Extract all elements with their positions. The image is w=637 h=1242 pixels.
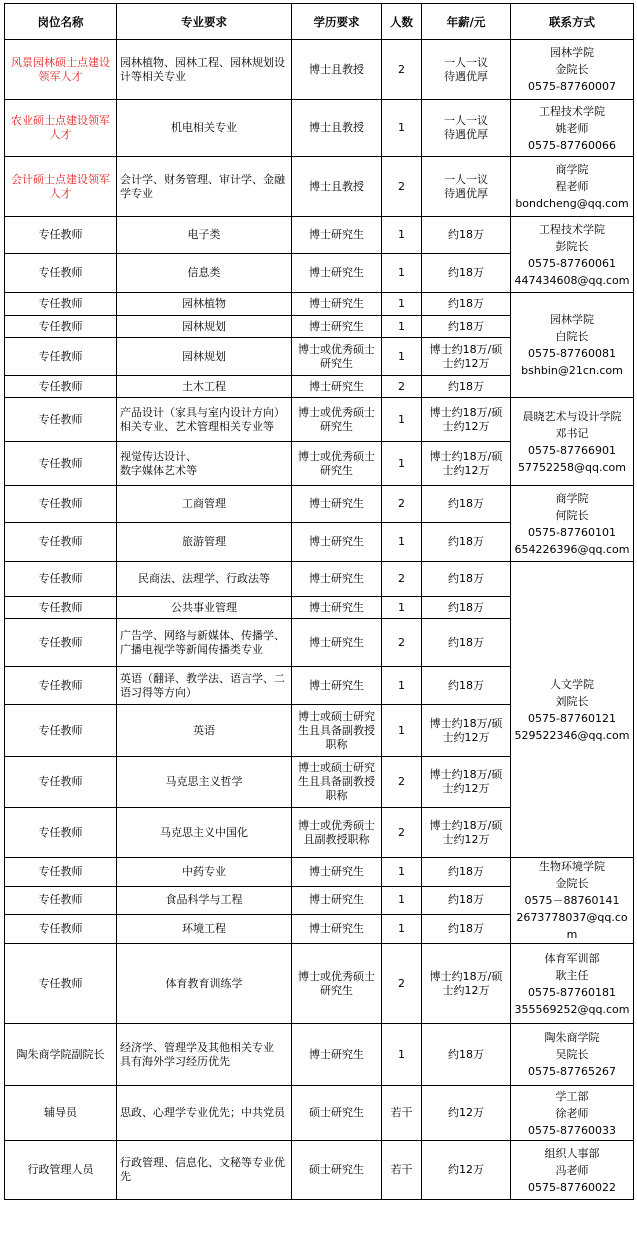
degree-cell: 博士研究生 bbox=[292, 217, 382, 254]
salary-cell: 一人一议 待遇优厚 bbox=[422, 157, 511, 217]
degree-cell: 硕士研究生 bbox=[292, 1141, 382, 1200]
count-cell: 2 bbox=[382, 944, 422, 1024]
contact-unit: 体育军训部 bbox=[544, 951, 600, 965]
count-cell: 1 bbox=[382, 523, 422, 562]
position-cell: 专任教师 bbox=[5, 808, 117, 858]
count-cell: 1 bbox=[382, 705, 422, 757]
major-cell: 食品科学与工程 bbox=[117, 886, 292, 915]
contact-unit: 陶朱商学院 bbox=[544, 1031, 600, 1044]
degree-cell: 博士研究生 bbox=[292, 486, 382, 523]
degree-cell: 博士或优秀硕士研究生 bbox=[292, 442, 382, 486]
header-degree: 学历要求 bbox=[292, 4, 382, 40]
contact-email: 529522346@qq.com bbox=[514, 728, 630, 742]
salary-cell: 约12万 bbox=[422, 1086, 511, 1141]
contact-unit: 商学院 bbox=[555, 491, 589, 505]
salary-cell: 约12万 bbox=[422, 1141, 511, 1200]
table-row bbox=[5, 1141, 634, 1200]
contact-cell bbox=[511, 944, 634, 1024]
contact-unit: 工程技术学院 bbox=[539, 222, 605, 236]
count-cell: 若干 bbox=[382, 1141, 422, 1200]
major-cell: 马克思主义中国化 bbox=[117, 808, 292, 858]
degree-cell: 博士或优秀硕士研究生 bbox=[292, 338, 382, 376]
header-count: 人数 bbox=[382, 4, 422, 40]
position-cell: 专任教师 bbox=[5, 705, 117, 757]
table-row bbox=[5, 486, 634, 523]
major-cell: 会计学、财务管理、审计学、金融学专业 bbox=[117, 157, 292, 217]
position-cell: 专任教师 bbox=[5, 254, 117, 293]
table-row bbox=[5, 1086, 634, 1141]
contact-unit: 组织人事部 bbox=[544, 1146, 600, 1160]
degree-cell: 博士且教授 bbox=[292, 100, 382, 157]
contact-unit: 商学院 bbox=[555, 163, 589, 176]
count-cell: 1 bbox=[382, 1024, 422, 1086]
contact-cell bbox=[511, 1024, 634, 1086]
count-cell: 2 bbox=[382, 486, 422, 523]
contact-person: 吴院长 bbox=[555, 1048, 589, 1061]
contact-phone: 0575-87760033 bbox=[528, 1123, 616, 1137]
header-contact: 联系方式 bbox=[511, 4, 634, 40]
degree-cell: 博士研究生 bbox=[292, 886, 382, 915]
salary-cell: 约18万 bbox=[422, 858, 511, 887]
contact-cell bbox=[511, 100, 634, 157]
salary-cell: 约18万 bbox=[422, 254, 511, 293]
degree-cell: 博士或优秀硕士且副教授职称 bbox=[292, 808, 382, 858]
position-cell: 专任教师 bbox=[5, 523, 117, 562]
contact-unit: 晨晓艺术与设计学院 bbox=[522, 409, 622, 423]
header-position: 岗位名称 bbox=[5, 4, 117, 40]
salary-cell: 博士约18万/硕士约12万 bbox=[422, 808, 511, 858]
position-cell: 会计硕士点建设领军人才 bbox=[5, 157, 117, 217]
contact-person: 金院长 bbox=[555, 63, 589, 76]
position-cell: 专任教师 bbox=[5, 398, 117, 442]
contact-email: bondcheng@qq.com bbox=[515, 197, 629, 210]
contact-person: 冯老师 bbox=[555, 1163, 589, 1177]
contact-person: 姚老师 bbox=[555, 121, 589, 135]
degree-cell: 博士研究生 bbox=[292, 619, 382, 667]
contact-unit: 工程技术学院 bbox=[539, 104, 605, 118]
count-cell: 2 bbox=[382, 157, 422, 217]
degree-cell: 博士研究生 bbox=[292, 254, 382, 293]
table-row bbox=[5, 398, 634, 442]
position-cell: 专任教师 bbox=[5, 293, 117, 316]
contact-cell bbox=[511, 157, 634, 217]
count-cell: 1 bbox=[382, 338, 422, 376]
contact-email: 447434608@qq.com bbox=[514, 273, 630, 287]
contact-cell bbox=[511, 562, 634, 858]
degree-cell: 博士研究生 bbox=[292, 316, 382, 338]
contact-email: 2673778037@qq.com bbox=[516, 911, 628, 941]
degree-cell: 博士研究生 bbox=[292, 667, 382, 705]
major-cell: 行政管理、信息化、文秘等专业优先 bbox=[117, 1141, 292, 1200]
major-cell: 机电相关专业 bbox=[117, 100, 292, 157]
degree-cell: 博士研究生 bbox=[292, 597, 382, 619]
position-cell: 专任教师 bbox=[5, 886, 117, 915]
major-cell: 英语（翻译、教学法、语言学、二语习得等方向） bbox=[117, 667, 292, 705]
major-cell: 广告学、网络与新媒体、传播学、广播电视学等新闻传播类专业 bbox=[117, 619, 292, 667]
position-cell: 专任教师 bbox=[5, 597, 117, 619]
contact-phone: 0575-87760181 bbox=[528, 985, 616, 999]
contact-cell bbox=[511, 293, 634, 398]
degree-cell: 博士或优秀硕士研究生 bbox=[292, 944, 382, 1024]
count-cell: 1 bbox=[382, 293, 422, 316]
contact-cell bbox=[511, 1086, 634, 1141]
degree-cell: 博士或优秀硕士研究生 bbox=[292, 398, 382, 442]
count-cell: 1 bbox=[382, 316, 422, 338]
position-cell: 专任教师 bbox=[5, 944, 117, 1024]
count-cell: 1 bbox=[382, 100, 422, 157]
count-cell: 1 bbox=[382, 915, 422, 944]
contact-email: 355569252@qq.com bbox=[514, 1002, 630, 1016]
contact-person: 何院长 bbox=[555, 508, 589, 522]
degree-cell: 博士且教授 bbox=[292, 40, 382, 100]
degree-cell: 博士研究生 bbox=[292, 293, 382, 316]
position-cell: 专任教师 bbox=[5, 915, 117, 944]
table-row bbox=[5, 157, 634, 217]
contact-person: 程老师 bbox=[555, 180, 589, 193]
contact-cell bbox=[511, 40, 634, 100]
position-cell: 专任教师 bbox=[5, 376, 117, 398]
contact-person: 白院长 bbox=[555, 330, 589, 343]
contact-person: 彭院长 bbox=[555, 239, 589, 253]
contact-email: 57752258@qq.com bbox=[518, 460, 626, 474]
salary-cell: 博士约18万/硕士约12万 bbox=[422, 338, 511, 376]
table-row bbox=[5, 100, 634, 157]
major-cell: 旅游管理 bbox=[117, 523, 292, 562]
salary-cell: 博士约18万/硕士约12万 bbox=[422, 757, 511, 808]
count-cell: 1 bbox=[382, 442, 422, 486]
contact-cell bbox=[511, 858, 634, 944]
contact-phone: 0575-87760121 bbox=[528, 711, 616, 725]
major-cell: 环境工程 bbox=[117, 915, 292, 944]
count-cell: 2 bbox=[382, 40, 422, 100]
table-row bbox=[5, 217, 634, 254]
count-cell: 1 bbox=[382, 254, 422, 293]
contact-phone: 0575-87765267 bbox=[528, 1065, 616, 1078]
contact-cell bbox=[511, 486, 634, 562]
contact-email: 654226396@qq.com bbox=[514, 542, 630, 556]
position-cell: 专任教师 bbox=[5, 667, 117, 705]
major-cell: 产品设计（家具与室内设计方向）相关专业、艺术管理相关专业等 bbox=[117, 398, 292, 442]
major-cell: 英语 bbox=[117, 705, 292, 757]
degree-cell: 博士研究生 bbox=[292, 562, 382, 597]
contact-phone: 0575-87760081 bbox=[528, 347, 616, 360]
position-cell: 专任教师 bbox=[5, 316, 117, 338]
degree-cell: 博士或硕士研究生且具备副教授职称 bbox=[292, 705, 382, 757]
degree-cell: 博士研究生 bbox=[292, 376, 382, 398]
salary-cell: 约18万 bbox=[422, 1024, 511, 1086]
header-major: 专业要求 bbox=[117, 4, 292, 40]
degree-cell: 博士研究生 bbox=[292, 1024, 382, 1086]
contact-phone: 0575-87766901 bbox=[528, 443, 616, 457]
position-cell: 风景园林硕士点建设领军人才 bbox=[5, 40, 117, 100]
recruitment-table bbox=[4, 3, 634, 1200]
degree-cell: 博士研究生 bbox=[292, 858, 382, 887]
contact-person: 金院长 bbox=[555, 877, 589, 890]
table-row bbox=[5, 562, 634, 597]
salary-cell: 一人一议 待遇优厚 bbox=[422, 100, 511, 157]
header-row bbox=[5, 4, 634, 40]
count-cell: 1 bbox=[382, 217, 422, 254]
position-cell: 专任教师 bbox=[5, 858, 117, 887]
salary-cell: 约18万 bbox=[422, 886, 511, 915]
count-cell: 1 bbox=[382, 398, 422, 442]
count-cell: 1 bbox=[382, 886, 422, 915]
position-cell: 辅导员 bbox=[5, 1086, 117, 1141]
major-cell: 园林规划 bbox=[117, 316, 292, 338]
salary-cell: 博士约18万/硕士约12万 bbox=[422, 944, 511, 1024]
major-cell: 思政、心理学专业优先；中共党员 bbox=[117, 1086, 292, 1141]
salary-cell: 约18万 bbox=[422, 293, 511, 316]
count-cell: 1 bbox=[382, 597, 422, 619]
contact-unit: 学工部 bbox=[555, 1089, 589, 1103]
major-cell: 园林植物 bbox=[117, 293, 292, 316]
count-cell: 2 bbox=[382, 562, 422, 597]
position-cell: 专任教师 bbox=[5, 757, 117, 808]
count-cell: 1 bbox=[382, 858, 422, 887]
salary-cell: 约18万 bbox=[422, 376, 511, 398]
position-cell: 专任教师 bbox=[5, 217, 117, 254]
contact-phone: 0575-87760007 bbox=[528, 80, 616, 93]
position-cell: 专任教师 bbox=[5, 562, 117, 597]
major-cell: 园林规划 bbox=[117, 338, 292, 376]
contact-phone: 0575-87760061 bbox=[528, 256, 616, 270]
count-cell: 2 bbox=[382, 808, 422, 858]
major-cell: 工商管理 bbox=[117, 486, 292, 523]
contact-phone: 0575－88760141 bbox=[524, 894, 620, 907]
major-cell: 土木工程 bbox=[117, 376, 292, 398]
position-cell: 农业硕士点建设领军人才 bbox=[5, 100, 117, 157]
position-cell: 行政管理人员 bbox=[5, 1141, 117, 1200]
major-cell: 民商法、法理学、行政法等 bbox=[117, 562, 292, 597]
salary-cell: 博士约18万/硕士约12万 bbox=[422, 398, 511, 442]
count-cell: 若干 bbox=[382, 1086, 422, 1141]
major-cell: 中药专业 bbox=[117, 858, 292, 887]
table-row bbox=[5, 40, 634, 100]
major-cell: 马克思主义哲学 bbox=[117, 757, 292, 808]
contact-cell bbox=[511, 1141, 634, 1200]
position-cell: 专任教师 bbox=[5, 338, 117, 376]
major-cell: 经济学、管理学及其他相关专业 具有海外学习经历优先 bbox=[117, 1024, 292, 1086]
salary-cell: 约18万 bbox=[422, 217, 511, 254]
salary-cell: 约18万 bbox=[422, 597, 511, 619]
table-row bbox=[5, 944, 634, 1024]
contact-email: bshbin@21cn.com bbox=[521, 364, 623, 377]
salary-cell: 约18万 bbox=[422, 667, 511, 705]
degree-cell: 博士或硕士研究生且具备副教授职称 bbox=[292, 757, 382, 808]
position-cell: 陶朱商学院副院长 bbox=[5, 1024, 117, 1086]
count-cell: 1 bbox=[382, 667, 422, 705]
degree-cell: 博士研究生 bbox=[292, 915, 382, 944]
contact-unit: 园林学院 bbox=[550, 313, 594, 326]
table-row bbox=[5, 293, 634, 316]
major-cell: 电子类 bbox=[117, 217, 292, 254]
count-cell: 2 bbox=[382, 619, 422, 667]
position-cell: 专任教师 bbox=[5, 619, 117, 667]
position-cell: 专任教师 bbox=[5, 486, 117, 523]
position-cell: 专任教师 bbox=[5, 442, 117, 486]
salary-cell: 博士约18万/硕士约12万 bbox=[422, 442, 511, 486]
contact-person: 徐老师 bbox=[555, 1106, 589, 1120]
salary-cell: 博士约18万/硕士约12万 bbox=[422, 705, 511, 757]
contact-person: 刘院长 bbox=[555, 694, 589, 708]
count-cell: 2 bbox=[382, 757, 422, 808]
degree-cell: 硕士研究生 bbox=[292, 1086, 382, 1141]
salary-cell: 约18万 bbox=[422, 619, 511, 667]
header-salary: 年薪/元 bbox=[422, 4, 511, 40]
contact-phone: 0575-87760022 bbox=[528, 1180, 616, 1194]
contact-cell bbox=[511, 217, 634, 293]
salary-cell: 约18万 bbox=[422, 486, 511, 523]
salary-cell: 约18万 bbox=[422, 915, 511, 944]
contact-person: 耿主任 bbox=[555, 968, 589, 982]
major-cell: 体育教育训练学 bbox=[117, 944, 292, 1024]
major-cell: 视觉传达设计、 数字媒体艺术等 bbox=[117, 442, 292, 486]
contact-phone: 0575-87760101 bbox=[528, 525, 616, 539]
table-row bbox=[5, 1024, 634, 1086]
degree-cell: 博士且教授 bbox=[292, 157, 382, 217]
salary-cell: 约18万 bbox=[422, 316, 511, 338]
major-cell: 公共事业管理 bbox=[117, 597, 292, 619]
contact-unit: 生物环境学院 bbox=[539, 860, 605, 873]
contact-phone: 0575-87760066 bbox=[528, 138, 616, 152]
major-cell: 园林植物、园林工程、园林规划设计等相关专业 bbox=[117, 40, 292, 100]
degree-cell: 博士研究生 bbox=[292, 523, 382, 562]
salary-cell: 约18万 bbox=[422, 523, 511, 562]
contact-unit: 园林学院 bbox=[550, 46, 594, 59]
salary-cell: 约18万 bbox=[422, 562, 511, 597]
contact-person: 邓书记 bbox=[555, 426, 589, 440]
contact-cell bbox=[511, 398, 634, 486]
contact-unit: 人文学院 bbox=[550, 677, 594, 691]
major-cell: 信息类 bbox=[117, 254, 292, 293]
table-row bbox=[5, 858, 634, 887]
salary-cell: 一人一议 待遇优厚 bbox=[422, 40, 511, 100]
count-cell: 2 bbox=[382, 376, 422, 398]
